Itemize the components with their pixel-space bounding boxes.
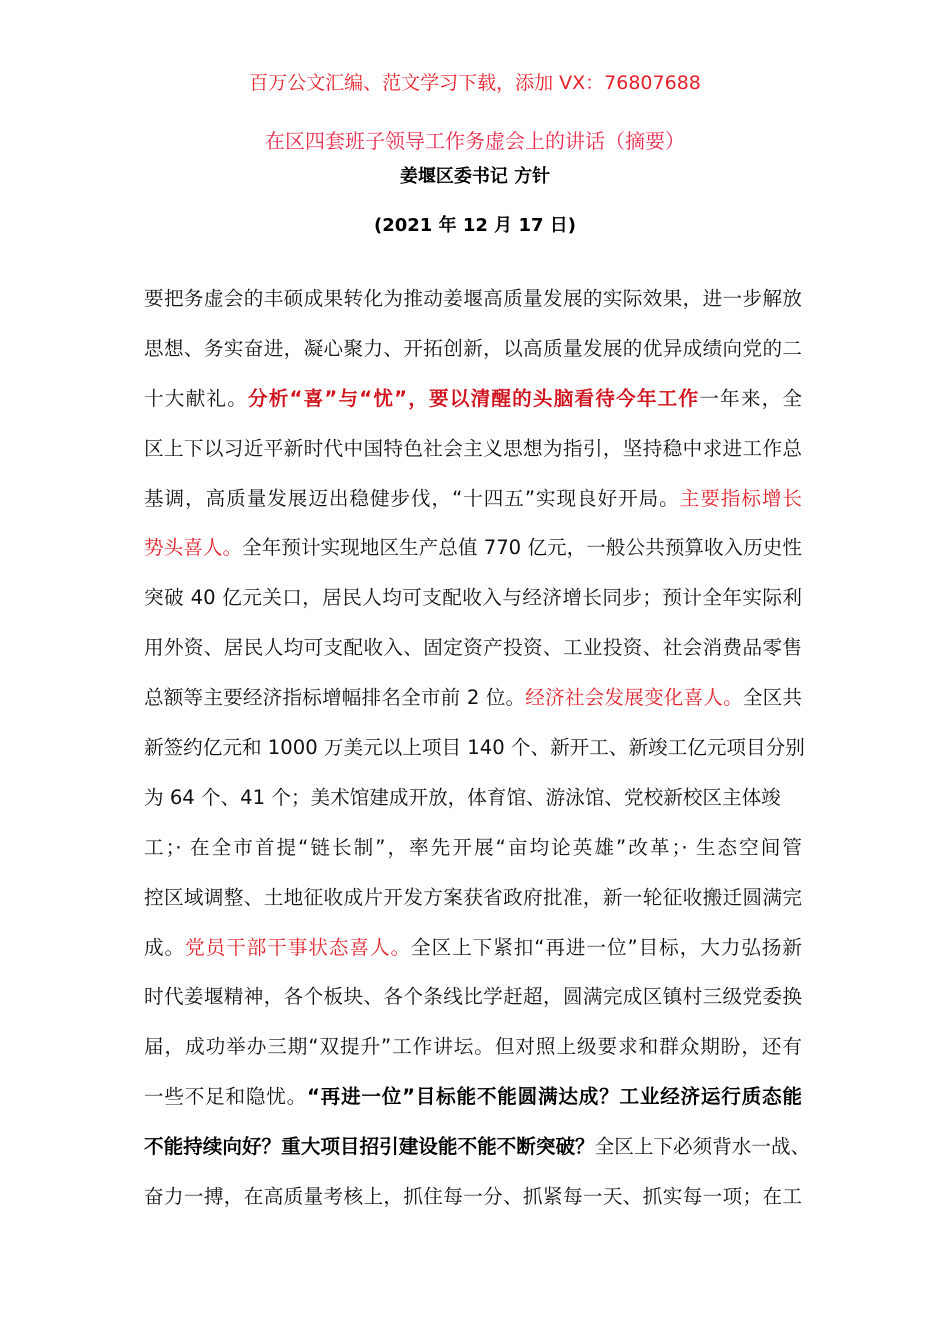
body-text: 全区上下必须背水一战、	[594, 1135, 811, 1159]
body-text: 思想、务实奋进，凝心聚力、开拓创新，以高质量发展的优异成绩向党的二	[144, 336, 802, 360]
highlighted-text: 分析“喜”与“忧”，要以清醒的头脑看待今年工作	[247, 386, 700, 410]
body-line	[144, 535, 802, 585]
body-text: 全区上下紧扣“再进一位”目标，大力弘扬新	[411, 935, 803, 959]
body-line	[144, 835, 802, 885]
body-text: 基调，高质量发展迈出稳健步伐，“十四五”实现良好开局。	[144, 486, 680, 510]
body-line	[144, 286, 802, 336]
highlighted-text: 势头喜人。	[144, 536, 243, 560]
body-text: 用外资、居民人均可支配收入、固定资产投资、工业投资、社会消费品零售	[144, 636, 802, 660]
highlighted-text: 不能持续向好？重大项目招引建设能不能不断突破？	[144, 1135, 595, 1159]
document-author: 姜堰区委书记 方针	[399, 166, 551, 187]
body-line	[144, 635, 802, 685]
body-text: 一些不足和隐忧。	[144, 1085, 307, 1109]
document-body	[144, 286, 811, 1234]
highlighted-text: 经济社会发展变化喜人。	[525, 686, 743, 710]
body-line	[144, 336, 802, 386]
body-line	[144, 735, 805, 785]
body-line	[144, 1034, 802, 1084]
body-line	[144, 436, 802, 486]
body-text: 全区共	[742, 686, 803, 710]
document-title: 在区四套班子领导工作务虚会上的讲话（摘要）	[265, 129, 685, 153]
body-line	[144, 585, 802, 635]
body-line	[144, 785, 802, 835]
body-line	[144, 685, 802, 735]
body-line	[144, 885, 802, 935]
body-text: 新签约亿元和 1000 万美元以上项目 140 个、新开工、新竣工亿元项目分别	[144, 736, 805, 760]
download-ad-line: 百万公文汇编、范文学习下载，添加 VX：76807688	[249, 72, 701, 94]
body-text: 要把务虚会的丰硕成果转化为推动姜堰高质量发展的实际效果，进一步解放	[144, 287, 802, 310]
body-text: 一年来，全	[699, 386, 803, 410]
body-text: 届，成功举办三期“双提升”工作讲坛。但对照上级要求和群众期盼，还有	[144, 1035, 802, 1059]
body-line	[144, 1134, 811, 1184]
body-text: 总额等主要经济指标增幅排名全市前 2 位。	[144, 686, 526, 710]
body-line	[144, 486, 802, 536]
body-text: 区上下以习近平新时代中国特色社会主义思想为指引，坚持稳中求进工作总	[144, 436, 802, 460]
body-text: 控区域调整、土地征收成片开发方案获省政府批准，新一轮征收搬迁圆满完	[144, 885, 802, 909]
body-text: 全年预计实现地区生产总值 770 亿元，一般公共预算收入历史性	[242, 536, 803, 560]
body-text: 为 64 个、41 个；美术馆建成开放，体育馆、游泳馆、党校新校区主体竣	[144, 785, 781, 809]
body-line	[144, 1184, 802, 1234]
body-text: 奋力一搏，在高质量考核上，抓住每一分、抓紧每一天、抓实每一项；在工	[144, 1185, 802, 1209]
highlighted-text: “再进一位”目标能不能圆满达成？工业经济运行质态能	[306, 1085, 803, 1109]
body-text: 突破 40 亿元关口，居民人均可支配收入与经济增长同步；预计全年实际利	[144, 586, 802, 610]
body-line	[144, 386, 802, 436]
document-date: (2021 年 12 月 17 日)	[374, 215, 576, 236]
body-line	[144, 984, 802, 1034]
body-text: 工；· 在全市首提“链长制”，率先开展“亩均论英雄”改革；· 生态空间管	[144, 835, 802, 859]
body-text: 十大献礼。	[144, 386, 248, 410]
body-text: 时代姜堰精神，各个板块、各个条线比学赶超，圆满完成区镇村三级党委换	[144, 985, 802, 1009]
body-line	[144, 935, 802, 985]
body-line	[144, 1084, 802, 1134]
body-text: 成。	[144, 935, 186, 959]
highlighted-text: 党员干部干事状态喜人。	[185, 935, 412, 959]
highlighted-text: 主要指标增长	[679, 486, 802, 510]
